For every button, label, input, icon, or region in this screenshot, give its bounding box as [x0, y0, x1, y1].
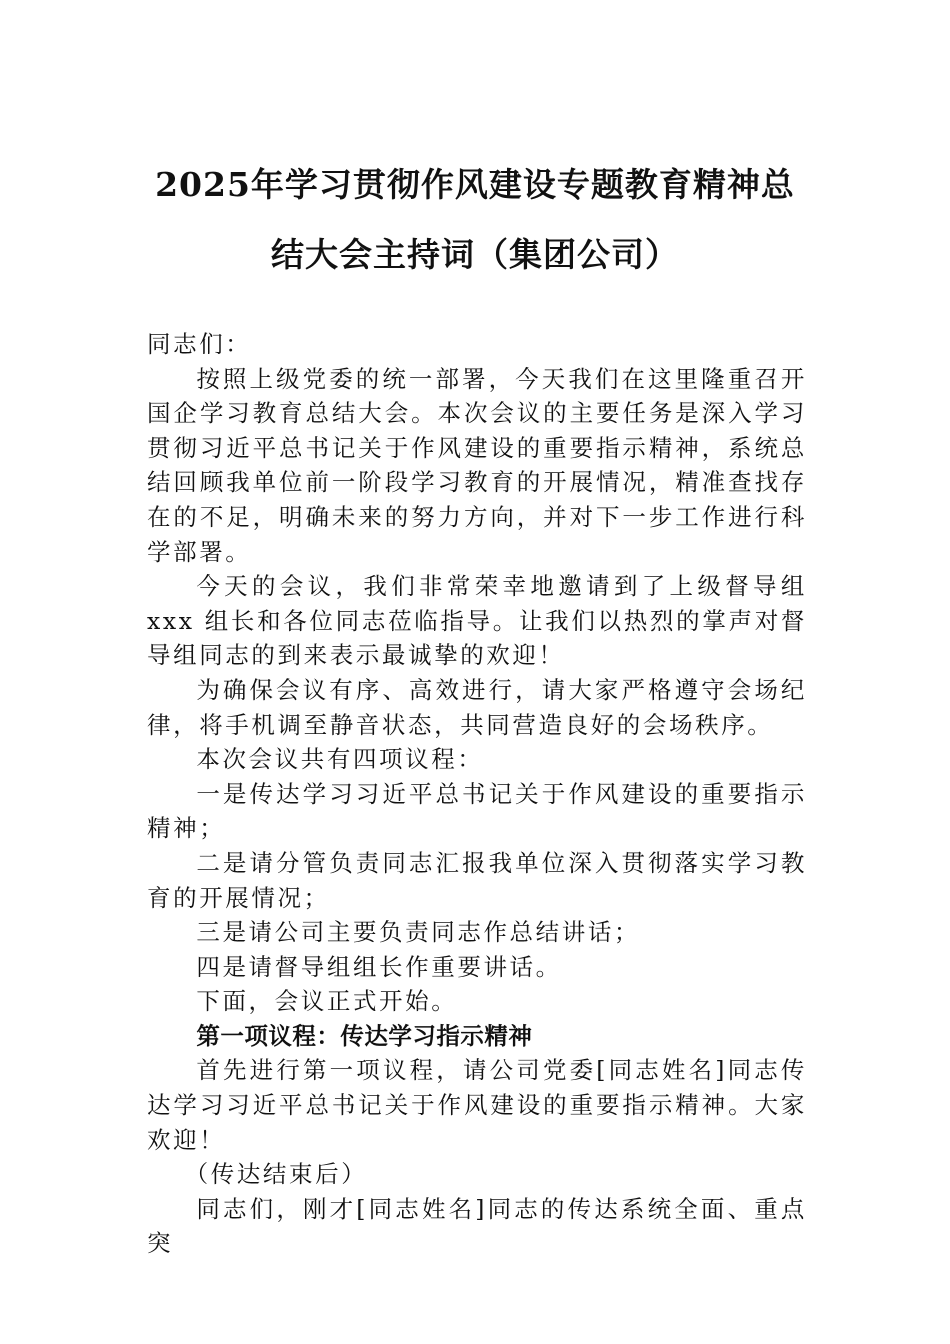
agenda-item-3: 三是请公司主要负责同志作总结讲话；	[196, 918, 641, 947]
paragraph-section-1: 首先进行第一项议程，请公司党委[同志姓名]同志传达学习习近平总书记关于作风建设的重要指示精神。大家欢迎！	[147, 1056, 807, 1154]
section-heading: 第一项议程：传达学习指示精神	[196, 1021, 533, 1050]
agenda-item-2: 二是请分管负责同志汇报我单位深入贯彻落实学习教育的开展情况；	[147, 848, 807, 912]
paragraph-agenda-intro: 本次会议共有四项议程：	[196, 745, 484, 774]
paragraph-intro: 按照上级党委的统一部署，今天我们在这里隆重召开国企学习教育总结大会。本次会议的主要任务是深入学习贯彻习近平总书记关于作风建设的重要指示精神，系统总结回顾我单位前一阶段学习教育的开展情况，精准查找存在的不足，明确未来的努力方向，并对下一步工作进行科学部署。	[147, 364, 807, 566]
document-title-line-2: 结大会主持词（集团公司）	[271, 235, 679, 274]
document-title-line-1: 2025年学习贯彻作风建设专题教育精神总	[155, 165, 795, 204]
stage-note: （传达结束后）	[184, 1160, 368, 1189]
agenda-item-4: 四是请督导组组长作重要讲话。	[196, 952, 562, 981]
paragraph-start: 下面，会议正式开始。	[196, 987, 458, 1016]
paragraph-discipline: 为确保会议有序、高效进行，请大家严格遵守会场纪律，将手机调至静音状态，共同营造良好的会场秩序。	[147, 675, 807, 739]
document-body	[147, 327, 807, 1261]
agenda-item-1: 一是传达学习习近平总书记关于作风建设的重要指示精神；	[147, 779, 807, 843]
salutation: 同志们：	[147, 330, 252, 358]
paragraph-closing: 同志们，刚才[同志姓名]同志的传达系统全面、重点突	[147, 1194, 807, 1258]
paragraph-welcome: 今天的会议，我们非常荣幸地邀请到了上级督导组 xxx 组长和各位同志莅临指导。让我们以热烈的掌声对督导组同志的到来表示最诚挚的欢迎！	[147, 572, 807, 670]
